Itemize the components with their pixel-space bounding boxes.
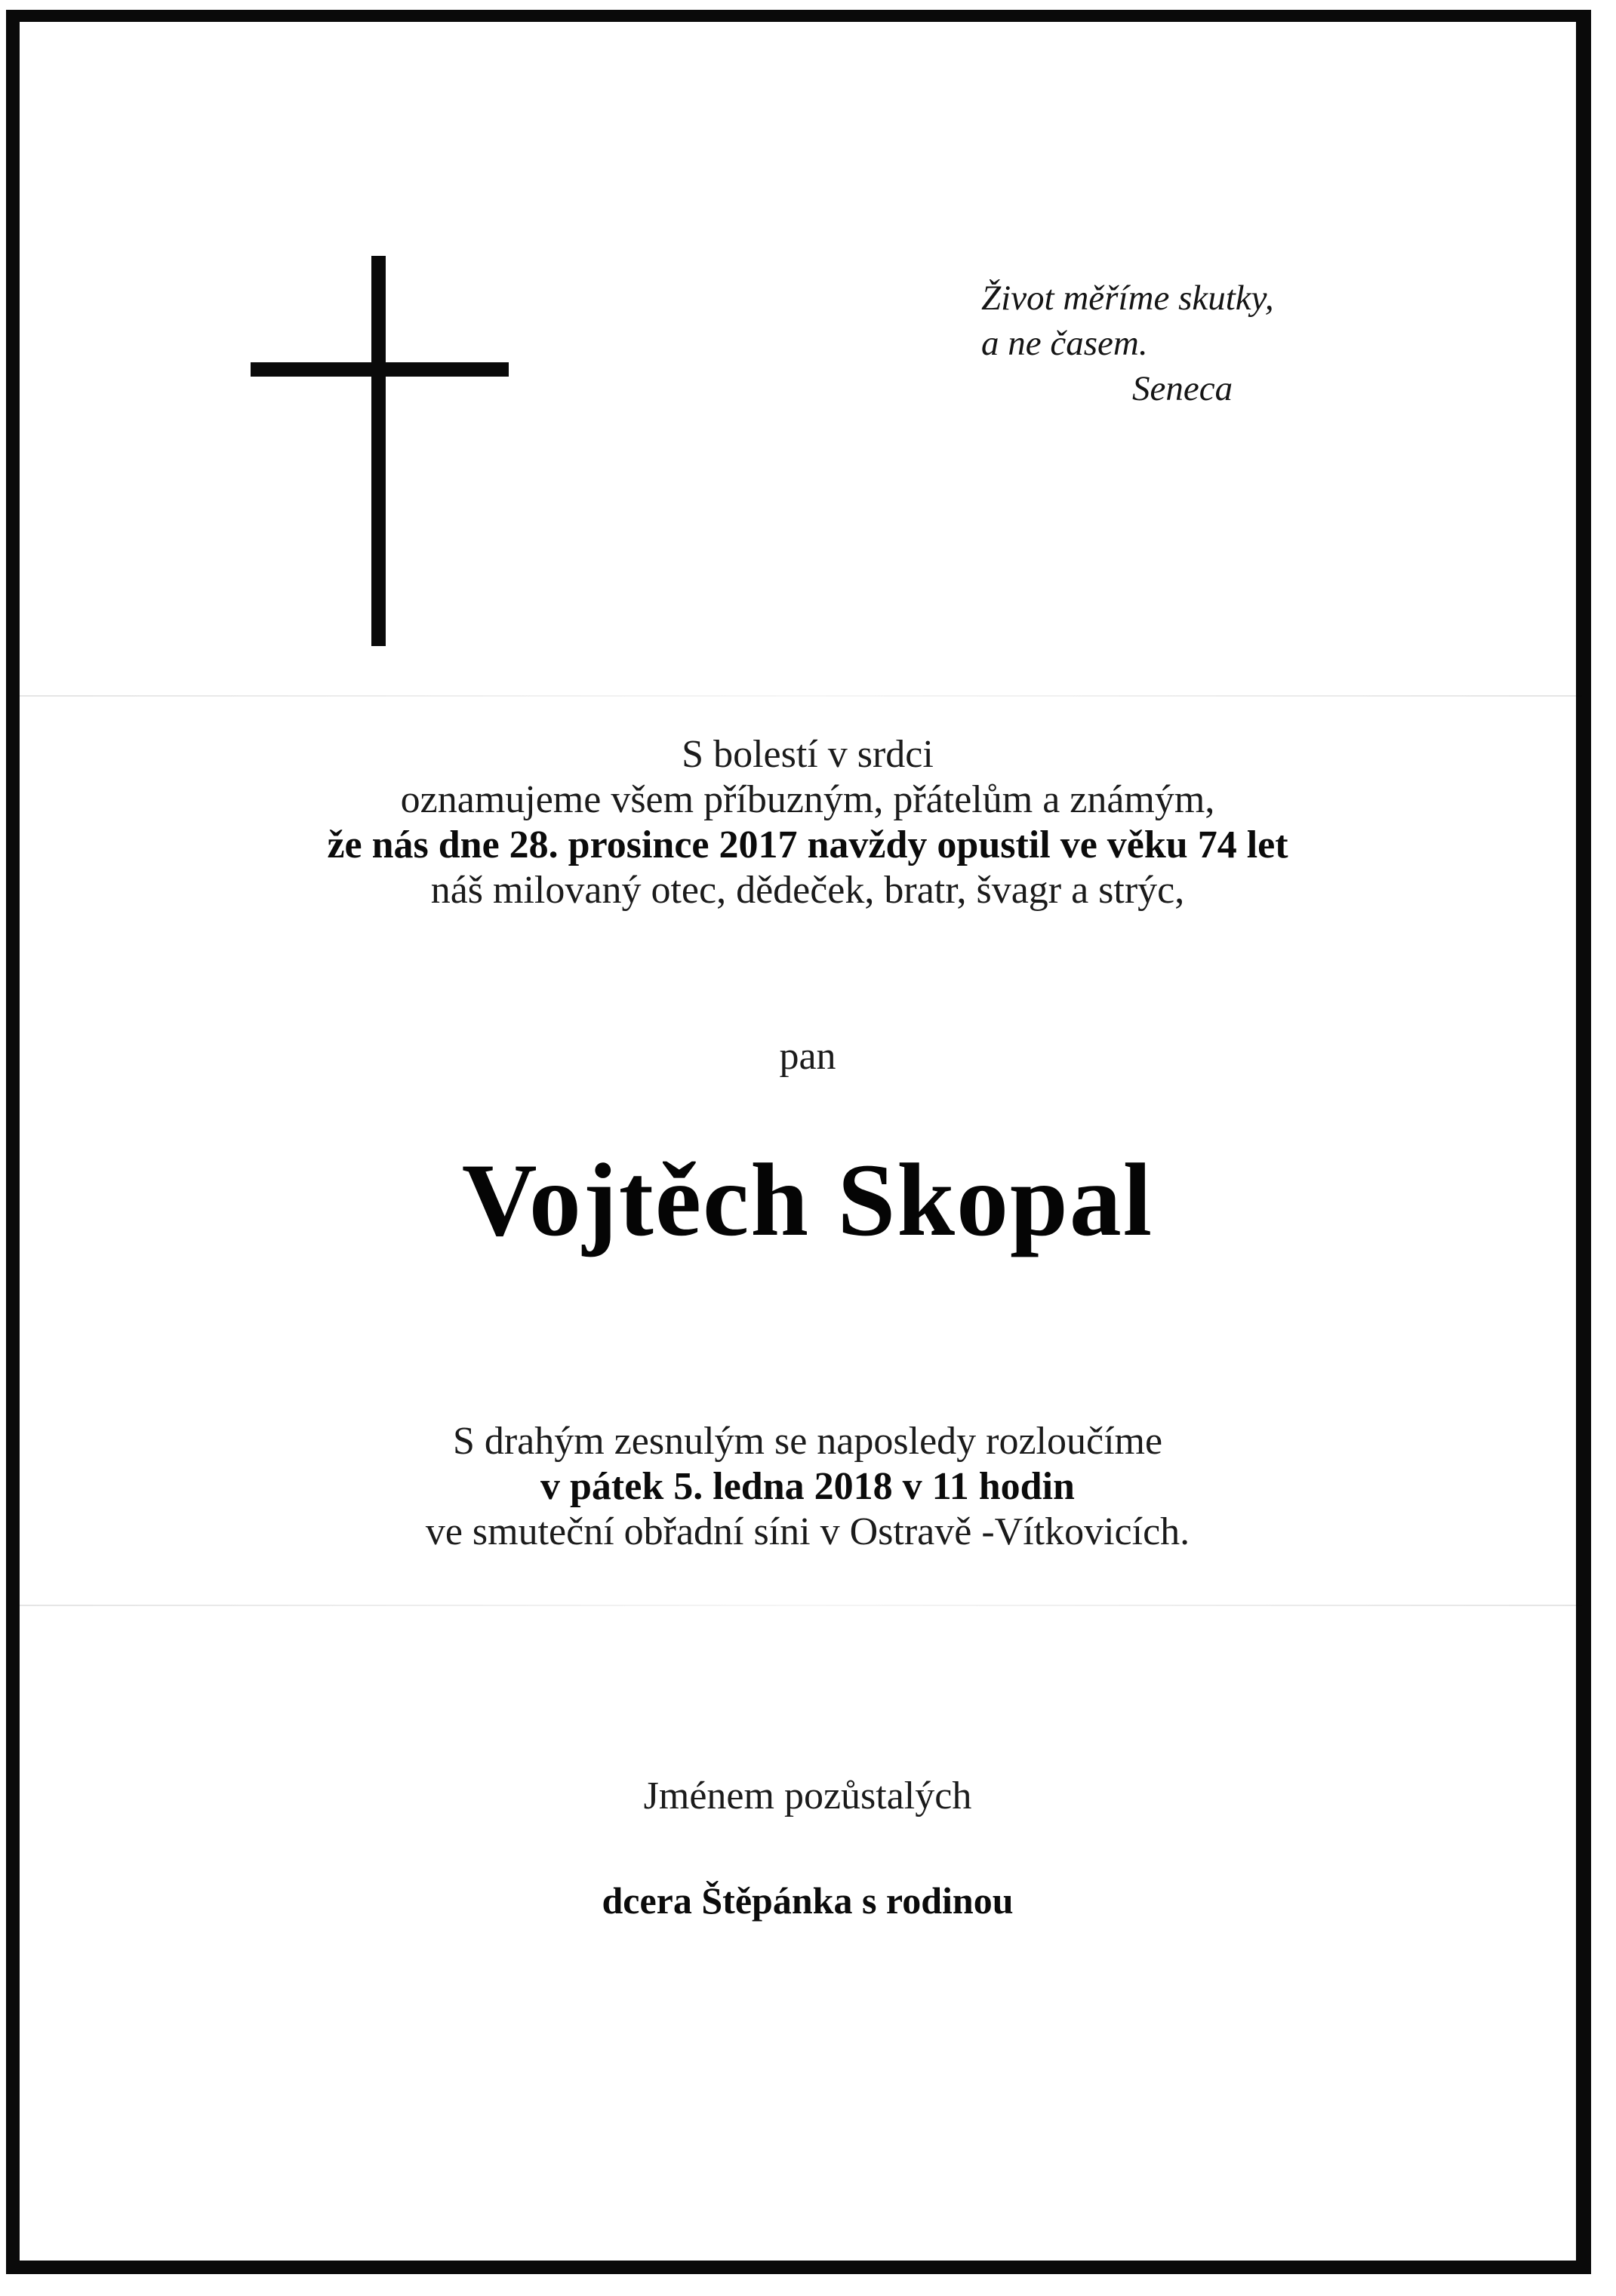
signoff-name: dcera Štěpánka s rodinou bbox=[602, 1879, 1014, 1922]
quote-line-2: a ne časem. bbox=[981, 324, 1148, 363]
announcement-line-1: S bolestí v srdci bbox=[682, 733, 934, 776]
cross-horizontal-bar bbox=[251, 362, 509, 377]
announcement-line-3-date: že nás dne 28. prosince 2017 navždy opustil ve věku 74 let bbox=[327, 823, 1288, 866]
announcement-line-4-relations: náš milovaný otec, dědeček, bratr, švagr a strýc, bbox=[430, 869, 1185, 912]
quote-author: Seneca bbox=[1132, 369, 1233, 408]
paper-fold-line-bottom bbox=[20, 1605, 1582, 1606]
deceased-name: Vojtěch Skopal bbox=[461, 1142, 1154, 1257]
ceremony-date-time: v pátek 5. ledna 2018 v 11 hodin bbox=[540, 1465, 1075, 1508]
quote-line-1: Život měříme skutky, bbox=[981, 279, 1274, 318]
ceremony-details bbox=[15, 1419, 1600, 1555]
cross-vertical-bar bbox=[371, 256, 386, 646]
ceremony-location: ve smuteční obřadní síni v Ostravě -Vítkovicích. bbox=[425, 1510, 1190, 1553]
epigraph-quote bbox=[981, 275, 1404, 411]
announcement-text bbox=[15, 732, 1600, 913]
paper-fold-line-top bbox=[20, 695, 1582, 697]
honorific: pan bbox=[779, 1035, 836, 1078]
ceremony-line-1: S drahým zesnulým se naposledy rozloučíme bbox=[452, 1420, 1163, 1463]
signoff-intro: Jménem pozůstalých bbox=[643, 1774, 972, 1817]
announcement-line-2: oznamujeme všem příbuzným, přátelům a známým, bbox=[400, 778, 1215, 821]
